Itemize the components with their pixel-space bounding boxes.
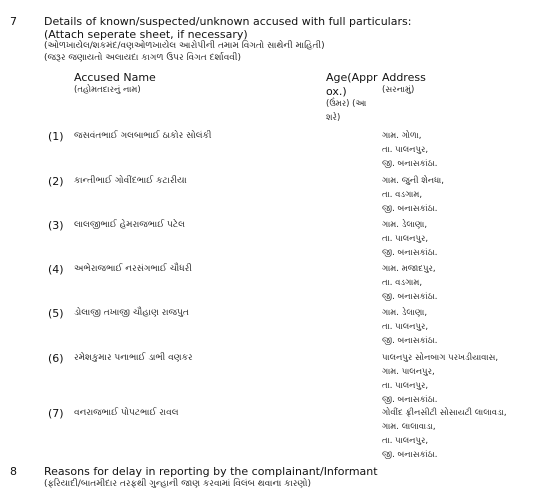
accused-name-header-gujarati: (તહોમતદારનું નામ) (74, 85, 141, 95)
age-header-line1: Age(Appr (326, 71, 378, 84)
accused-row-number: (2) (48, 175, 64, 188)
accused-name: અભેરાજભાઈ નરસંગભાઈ ચૌધરી (74, 264, 192, 274)
section-8-title: Reasons for delay in reporting by the complainant/Informant (44, 465, 378, 478)
accused-row-number: (3) (48, 219, 64, 232)
address-header-gujarati: (સરનામું) (382, 85, 415, 95)
accused-address-line: જી. બનાસકાંઠા. (382, 159, 438, 169)
accused-address-line: ગામ. ગોળા, (382, 131, 422, 141)
accused-address-line: તા. વડગામ, (382, 190, 423, 200)
accused-name: કાન્તીભાઈ ગોવીંદભાઈ કટારીયા (74, 176, 187, 186)
section-7-gujarati-line1: (ઓળખાયેલ/શકમંદ/વણઓળખાયેલ આરોપીની તમામ વિગતો સાથેની માહિતી) (44, 41, 325, 51)
accused-address-line: તા. પાલનપુર, (382, 436, 429, 446)
section-7-subtitle: (Attach seperate sheet, if necessary) (44, 28, 248, 41)
accused-address-line: ગામ. ડેલાણા, (382, 308, 428, 318)
accused-address-line: જી. બનાસકાંઠા. (382, 204, 438, 214)
accused-address-line: ગામ. પાલનપુર, (382, 367, 435, 377)
accused-address-line: તા. પાલનપુર, (382, 145, 429, 155)
accused-row-number: (4) (48, 263, 64, 276)
age-header-line2: ox.) (326, 85, 347, 98)
accused-address-line: જી. બનાસકાંઠા. (382, 292, 438, 302)
accused-address-line: પાલનપુર સોનબાગ પરખડીયાવાસ, (382, 353, 499, 363)
accused-address-line: ગામ. ડેલાણા, (382, 220, 428, 230)
accused-address-line: ગામ. મજાદપુર, (382, 264, 436, 274)
accused-name: લાલજીભાઈ હેમરાજભાઈ પટેલ (74, 220, 185, 230)
accused-address-line: તા. પાલનપુર, (382, 234, 429, 244)
accused-name: જસવંતભાઈ ગલબાભાઈ ઠાકોર સોલંકી (74, 131, 212, 141)
accused-address-line: જી. બનાસકાંઠા. (382, 395, 438, 405)
accused-address-line: જી. બનાસકાંઠા. (382, 248, 438, 258)
accused-address-line: ગોવીંદ ફ્રીનસીટી સોસાયટી લાલાવડા, (382, 408, 507, 418)
accused-address-line: ગામ. લાલાવાડા, (382, 422, 436, 432)
accused-row-number: (5) (48, 307, 64, 320)
accused-address-line: તા. વડગામ, (382, 278, 423, 288)
address-header: Address (382, 71, 426, 84)
age-header-gujarati-line1: (ઉંમર) (આ (326, 99, 367, 109)
accused-row-number: (1) (48, 130, 64, 143)
section-8-number: 8 (10, 465, 17, 478)
accused-row-number: (7) (48, 407, 64, 420)
accused-address-line: તા. પાલનપુર, (382, 322, 429, 332)
section-7-number: 7 (10, 15, 17, 28)
accused-address-line: જી. બનાસકાંઠા. (382, 336, 438, 346)
accused-row-number: (6) (48, 352, 64, 365)
accused-address-line: તા. પાલનપુર, (382, 381, 429, 391)
accused-name: રમેશકુમાર પનાભાઈ ડાભી વણકર (74, 353, 193, 363)
age-header-gujarati-line2: શરે) (326, 113, 341, 123)
accused-name: ડોલાજી તખાજી ચૌહાણ રાજપુત (74, 308, 189, 318)
section-8-gujarati: (ફરિયાદી/બાતમીદાર તરફથી ગુન્હાની જાણ કરવામાં વિલંબ થવાના કારણો) (44, 479, 312, 489)
section-7-gujarati-line2: (જરૂર જણાયતો અલાયદા કાગળ ઉપર વિગત દર્શાવવી) (44, 53, 241, 63)
accused-name-header: Accused Name (74, 71, 156, 84)
section-7-title: Details of known/suspected/unknown accused with full particulars: (44, 15, 412, 28)
accused-address-line: જી. બનાસકાંઠા. (382, 450, 438, 460)
accused-name: વનરાજભાઈ પોપટભાઈ રાવલ (74, 408, 179, 418)
accused-address-line: ગામ. જુની શેનધા, (382, 176, 444, 186)
